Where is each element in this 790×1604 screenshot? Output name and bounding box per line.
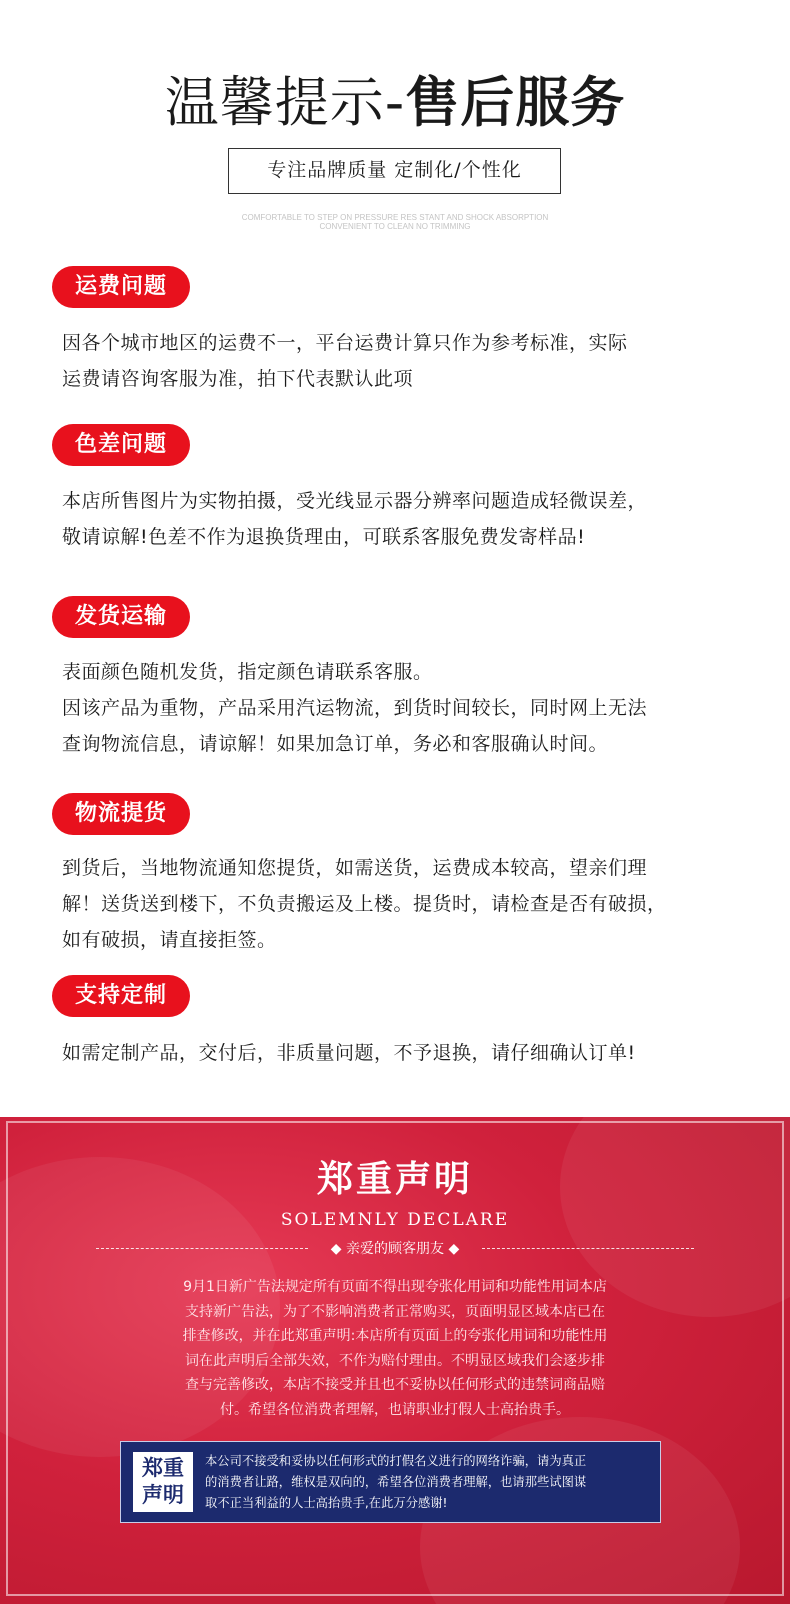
notice-label [133, 1452, 193, 1512]
body-line: 9月1日新广告法规定所有页面不得出现夸张化用词和功能性用词本店 [183, 1279, 607, 1295]
section-badge-customization: 支持定制 [52, 975, 190, 1017]
text-line: 因各个城市地区的运费不一，平台运费计算只作为参考标准，实际 [62, 332, 628, 354]
declaration-divider [96, 1239, 694, 1259]
section-badge-delivery: 发货运输 [52, 596, 190, 638]
notice-box [120, 1441, 661, 1523]
subtitle-box: 专注品牌质量 定制化/个性化 [228, 148, 561, 194]
section-badge-pickup: 物流提货 [52, 793, 190, 835]
text-line: 因该产品为重物，产品采用汽运物流，到货时间较长，同时网上无法 [62, 697, 648, 719]
section-badge-color-difference: 色差问题 [52, 424, 190, 466]
text-line: 到货后，当地物流通知您提货，如需送货，运费成本较高，望亲们理 [62, 857, 648, 879]
notice-text [205, 1451, 586, 1514]
text-line: 敬请谅解!色差不作为退换货理由，可联系客服免费发寄样品! [62, 526, 586, 548]
text-line: 查询物流信息，请谅解！如果加急订单，务必和客服确认时间。 [62, 733, 609, 755]
body-line: 支持新广告法，为了不影响消费者正常购买，页面明显区域本店已在 [185, 1303, 605, 1320]
title-light: 温馨提示- [164, 71, 406, 134]
section-text-shipping-fee [62, 325, 762, 397]
section-text-delivery [62, 654, 762, 762]
dashed-line-right [482, 1248, 694, 1249]
notice-line: 取不正当利益的人士高抬贵手,在此万分感谢! [205, 1496, 448, 1510]
section-badge-shipping-fee: 运费问题 [52, 266, 190, 308]
section-text-color-difference [62, 483, 762, 555]
section-text-customization [62, 1035, 762, 1071]
text-line: 如有破损，请直接拒签。 [62, 929, 277, 951]
dashed-line-left [96, 1248, 308, 1249]
english-tagline-1: COMFORTABLE TO STEP ON PRESSURE RES STANT AND SHOCK ABSORPTION [241, 213, 549, 222]
declaration-body [0, 1275, 790, 1422]
declaration-title: 郑重声明 [316, 1159, 473, 1200]
section-text-pickup [62, 850, 762, 958]
text-line: 表面颜色随机发货，指定颜色请联系客服。 [62, 661, 433, 683]
text-line: 如需定制产品，交付后，非质量问题，不予退换，请仔细确认订单! [62, 1042, 636, 1064]
body-line: 查与完善修改，本店不接受并且也不妥协以任何形式的违禁词商品赔 [185, 1377, 605, 1393]
divider-label: ◆ 亲爱的顾客朋友 ◆ [330, 1241, 460, 1257]
declaration-banner [0, 1117, 790, 1604]
notice-line: 的消费者让路，维权是双向的，希望各位消费者理解，也请那些试图谋 [205, 1475, 587, 1489]
page-title [0, 68, 790, 138]
declaration-english: SOLEMNLY DECLARE [280, 1210, 510, 1230]
text-line: 解！送货送到楼下，不负责搬运及上楼。提货时，请检查是否有破损， [62, 893, 667, 915]
english-tagline-2: CONVENIENT TO CLEAN NO TRIMMING [319, 222, 471, 231]
title-bold: 售后服务 [405, 71, 626, 134]
text-line: 运费请咨询客服为准，拍下代表默认此项 [62, 368, 414, 390]
text-line: 本店所售图片为实物拍摄，受光线显示器分辨率问题造成轻微误差， [62, 490, 648, 512]
body-line: 付。希望各位消费者理解，也请职业打假人士高抬贵手。 [220, 1401, 570, 1418]
body-line: 词在此声明后全部失效，不作为赔付理由。不明显区域我们会逐步排 [185, 1352, 605, 1369]
notice-line: 本公司不接受和妥协以任何形式的打假名义进行的网络诈骗，请为真正 [205, 1454, 587, 1468]
notice-label-line: 声明 [142, 1483, 184, 1507]
body-line: 排查修改，并在此郑重声明:本店所有页面上的夸张化用词和功能性用 [182, 1328, 608, 1344]
notice-label-line: 郑重 [142, 1456, 184, 1480]
